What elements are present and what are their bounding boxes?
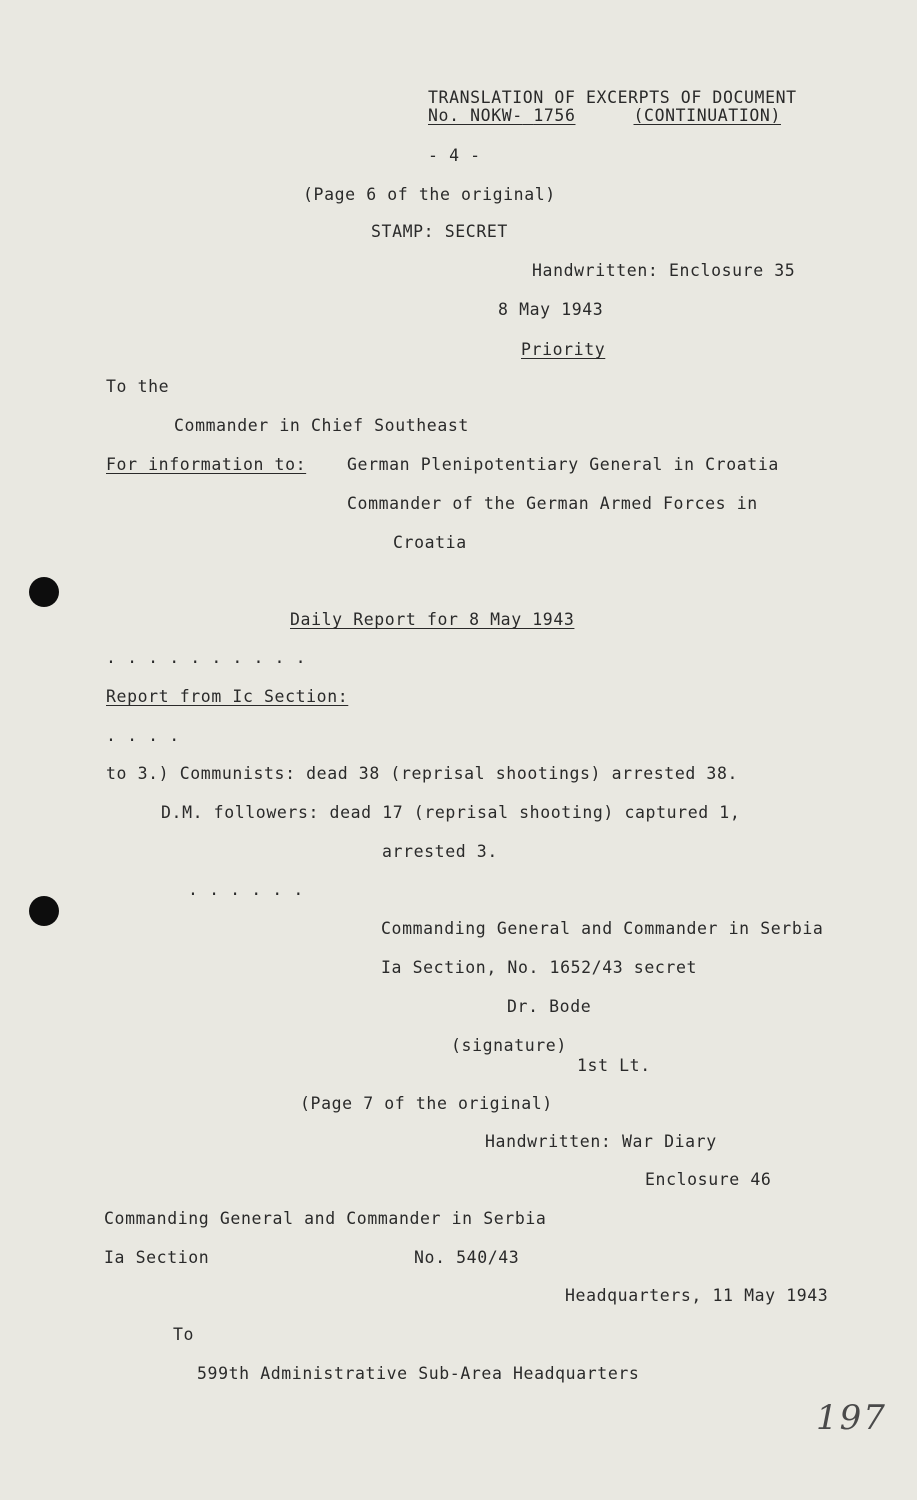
signature-note: (signature) [451,1036,567,1055]
report-item-1: to 3.) Communists: dead 38 (reprisal shootings) arrested 38. [106,764,739,783]
report-item-3: arrested 3. [382,842,498,861]
handwritten-page-number: 197 [816,1398,887,1438]
handwritten-enclosure-35: Handwritten: Enclosure 35 [532,261,796,280]
punch-hole-top [29,577,59,607]
info-recipient-3: Croatia [393,533,467,552]
punch-hole-bottom [29,896,59,926]
addressee: Commander in Chief Southeast [174,416,469,435]
info-recipient-2: Commander of the German Armed Forces in [347,494,758,513]
page7-to: To [173,1325,195,1344]
page7-original-ref: (Page 7 of the original) [300,1094,553,1113]
report-item-2: D.M. followers: dead 17 (reprisal shooting) captured 1, [161,803,741,822]
signature-block-line-1: Commanding General and Commander in Serbia [381,919,824,938]
continuation: (CONTINUATION) [633,106,781,125]
page-number: - 4 - [428,146,481,165]
signatory-rank: 1st Lt. [577,1056,651,1075]
page7-place-date: Headquarters, 11 May 1943 [565,1286,829,1305]
info-label: For information to: [106,455,307,474]
signature-block-line-2: Ia Section, No. 1652/43 secret [381,958,698,977]
header-title: TRANSLATION OF EXCERPTS OF DOCUMENT [428,88,797,107]
page6-original-ref: (Page 6 of the original) [303,185,556,204]
priority: Priority [521,340,606,359]
report-title: Daily Report for 8 May 1943 [290,610,575,629]
header-doc-number-line [428,106,781,126]
ellipsis-1: . . . . . . . . . . [106,648,307,667]
signatory-name: Dr. Bode [507,997,592,1016]
page7-section: Ia Section [104,1248,210,1267]
section-label: Report from Ic Section: [106,687,349,706]
stamp-secret: STAMP: SECRET [371,222,508,241]
handwritten-war-diary: Handwritten: War Diary [485,1132,717,1151]
page7-addressee: 599th Administrative Sub-Area Headquarters [197,1364,640,1383]
report-date: 8 May 1943 [498,300,604,319]
ellipsis-3: . . . . . . [188,880,304,899]
doc-no: 1756 [533,106,576,125]
enclosure-46: Enclosure 46 [645,1170,772,1189]
to-the: To the [106,377,170,396]
page7-sender: Commanding General and Commander in Serbia [104,1209,547,1228]
page7-number: No. 540/43 [414,1248,520,1267]
info-recipient-1: German Plenipotentiary General in Croatia [347,455,779,474]
ellipsis-2: . . . . [106,726,180,745]
doc-no-prefix: No. NOKW- [428,106,523,125]
